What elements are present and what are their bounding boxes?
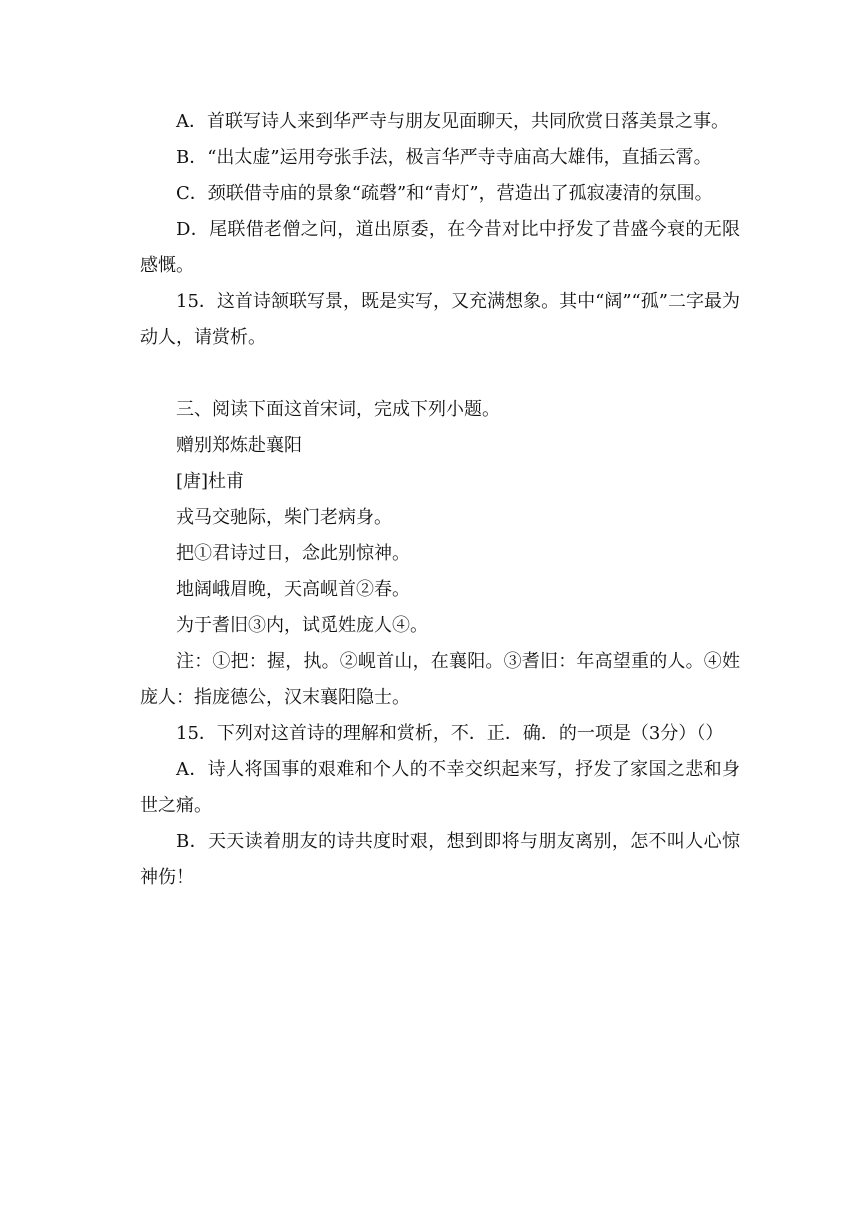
poem-line-4: 为于耆旧③内，试觅姓庞人④。 bbox=[176, 615, 428, 636]
q15-option-b: B．天天读着朋友的诗共度时艰，想到即将与朋友离别，怎不叫人心惊神伤！ bbox=[140, 831, 740, 888]
poem-title: 赠别郑炼赴襄阳 bbox=[176, 435, 302, 456]
poem-line-2: 把①君诗过日，念此别惊神。 bbox=[176, 543, 410, 564]
section3-heading: 三、阅读下面这首宋词，完成下列小题。 bbox=[176, 399, 500, 420]
poem-author: [唐]杜甫 bbox=[176, 471, 245, 492]
q14-option-c: C．颈联借寺庙的景象“疏磬”和“青灯”，营造出了孤寂凄清的氛围。 bbox=[176, 183, 713, 204]
q15-choice-question: 15．下列对这首诗的理解和赏析，不．正．确．的一项是（3分）（） bbox=[176, 723, 724, 744]
q14-option-a: A．首联写诗人来到华严寺与朋友见面聊天，共同欣赏日落美景之事。 bbox=[176, 111, 729, 132]
q14-option-d: D．尾联借老僧之问，道出原委，在今昔对比中抒发了昔盛今衰的无限感慨。 bbox=[140, 219, 740, 276]
q15-option-a: A．诗人将国事的艰难和个人的不幸交织起来写，抒发了家国之悲和身世之痛。 bbox=[140, 759, 740, 816]
q15-appreciation-question: 15．这首诗颔联写景，既是实写，又充满想象。其中“阔”“孤”二字最为动人，请赏析。 bbox=[140, 291, 740, 348]
poem-notes: 注：①把：握，执。②岘首山，在襄阳。③耆旧：年高望重的人。④姓庞人：指庞德公，汉末襄阳隐士。 bbox=[140, 651, 740, 708]
document-body bbox=[140, 104, 740, 896]
section-spacer bbox=[140, 356, 740, 392]
q14-option-b: B．“出太虚”运用夸张手法，极言华严寺寺庙高大雄伟，直插云霄。 bbox=[176, 147, 712, 168]
poem-line-1: 戎马交驰际，柴门老病身。 bbox=[176, 507, 392, 528]
poem-line-3: 地阔峨眉晚，天高岘首②春。 bbox=[176, 579, 410, 600]
